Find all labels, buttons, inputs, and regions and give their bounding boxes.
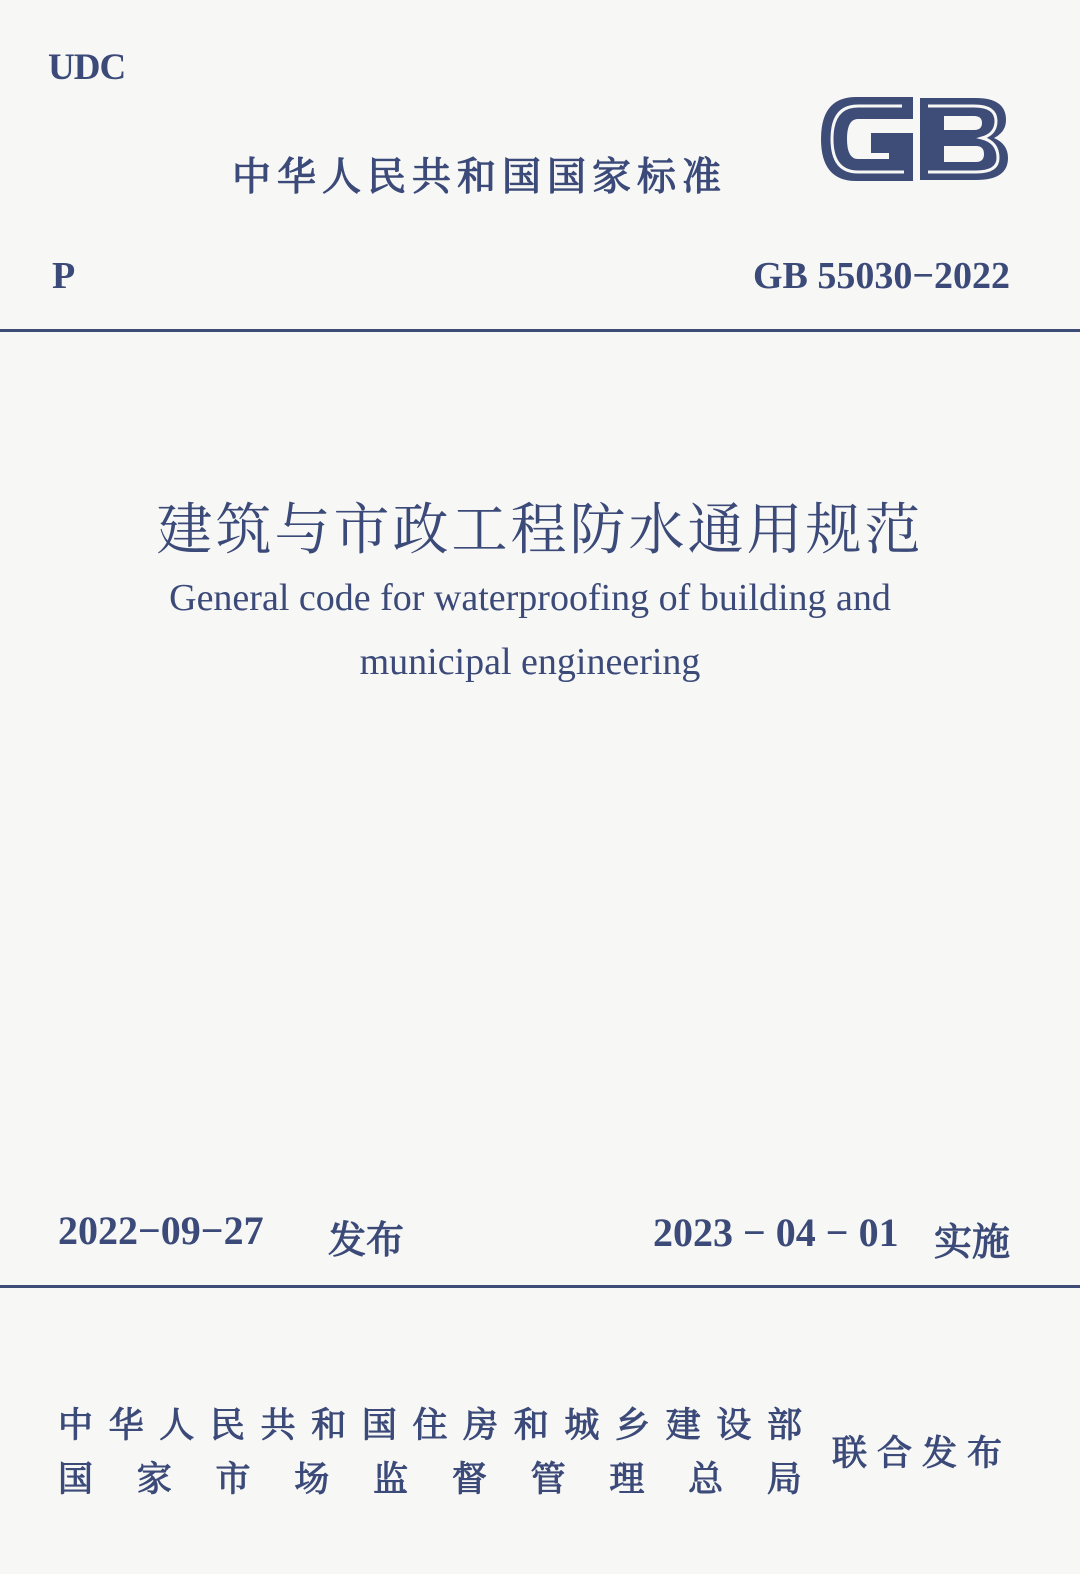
publisher-char: 人 [159, 1406, 195, 1446]
bottom-divider [0, 1285, 1080, 1288]
publisher-char: 建 [665, 1406, 701, 1446]
gb-logo [816, 88, 1012, 190]
publisher-char: 华 [108, 1406, 144, 1446]
publisher-char: 场 [294, 1460, 330, 1500]
publisher-char: 总 [688, 1460, 724, 1500]
publisher-char: 民 [209, 1406, 245, 1446]
publisher-char: 管 [530, 1460, 566, 1500]
publisher-char: 中 [58, 1406, 94, 1446]
publisher-char: 住 [412, 1406, 448, 1446]
effective-date: 2023 − 04 − 01 [653, 1210, 899, 1255]
category-code: P [52, 255, 76, 297]
publisher-char: 监 [373, 1460, 409, 1500]
publisher-char: 督 [451, 1460, 487, 1500]
issue-label: 发布 [328, 1218, 405, 1262]
english-title-line-2: municipal engineering [359, 641, 701, 683]
english-title-line-1: General code for waterproofing of building and [169, 577, 891, 619]
standard-number: GB 55030−2022 [752, 255, 1010, 297]
publisher-char: 和 [513, 1406, 549, 1446]
publisher-line-1 [58, 1398, 802, 1448]
issue-date: 2022−09−27 [58, 1208, 264, 1253]
publisher-char: 设 [716, 1406, 752, 1446]
top-divider [0, 329, 1080, 332]
udc-label: UDC [48, 47, 126, 88]
publisher-char: 国 [361, 1406, 397, 1446]
publisher-char: 市 [215, 1460, 251, 1500]
publisher-char: 房 [463, 1406, 499, 1446]
effective-label: 实施 [934, 1220, 1011, 1264]
chinese-title: 建筑与市政工程防水通用规范 [156, 500, 924, 562]
publisher-line-2 [58, 1452, 802, 1502]
publisher-char: 和 [311, 1406, 347, 1446]
publisher-char: 国 [58, 1460, 94, 1500]
publisher-char: 城 [564, 1406, 600, 1446]
joint-release-label: 联合发布 [832, 1434, 1013, 1474]
publisher-char: 乡 [615, 1406, 651, 1446]
publisher-char: 理 [609, 1460, 645, 1500]
publisher-char: 共 [260, 1406, 296, 1446]
national-standard-heading: 中华人民共和国国家标准 [232, 155, 728, 200]
publisher-char: 局 [766, 1460, 802, 1500]
publisher-char: 家 [136, 1460, 172, 1500]
publisher-char: 部 [766, 1406, 802, 1446]
